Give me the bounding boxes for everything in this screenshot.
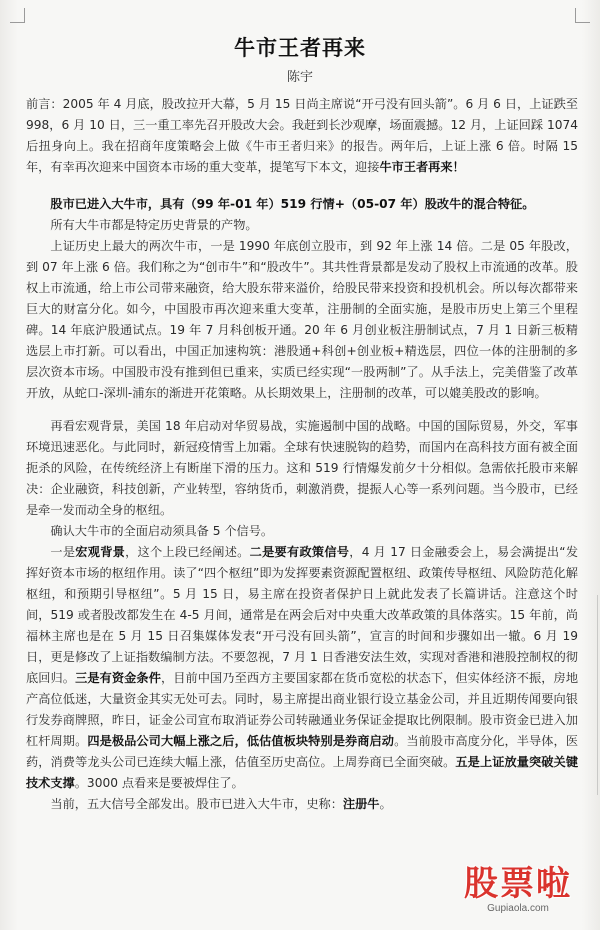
article-author: 陈宇 — [286, 70, 313, 85]
paragraph-6 — [26, 794, 578, 815]
p6-text: 当前，五大信号全部发出。股市已进入大牛市，史称： — [50, 797, 343, 811]
p5-text-4: 。当前股市高度分化，半导体，医药，消费等龙头公司已连续大幅上涨，估值至历史高位。上周券商已全面突破。 — [26, 734, 579, 769]
preface-text: 2005 年 4 月底，股改拉开大幕，5 月 15 日尚主席说“开弓没有回头箭”。6 月 6 日，上证跌至 998，6 月 10 日，三一重工率先召开股改大会。我赶到长沙观摩，场面震撼。12 月，上证回踩 1074 后扭身向上。我在招商年度策略会上做《牛市王者归来》的报告。两年后，上证上涨 6 倍。时隔 15 年，有幸再次迎来中国资本市场的重大变革，提笔写下本文，迎接 — [26, 97, 578, 174]
preface-paragraph — [26, 94, 578, 178]
section-heading: 股市已进入大牛市，具有（99 年-01 年）519 行情+（05-07 年）股改牛的混合特征。 — [50, 197, 535, 211]
paragraph-2: 上证历史上最大的两次牛市，一是 1990 年底创立股市，到 92 年上涨 14 倍。二是 05 年股改，到 07 年上涨 6 倍。我们称之为“创市牛”和“股改牛”。其共性背景都是发动了股权上市流通的改革。股权上市流通，给上市公司带来融资，给大股东带来溢价，给股民带来投资和投机机会。所以每次都带来巨大的财富分化。如今，中国股市再次迎来重大变革，注册制的全面实施，是股市历史上第三个里程碑。14 年底沪股通试点。19 年 7 月科创板开通。20 年 6 月创业板注册制试点，7 月 1 日新三板精选层上市打新。可以看出，中国正加速构筑：港股通+科创+创业板+精选层，四位一体的注册制的多层次资本市场。中国股市没有推到但已重来，实质已经实现“一股两制”了。从手法上，完美借鉴了改革开放，从蛇口-深圳-浦东的渐进开花策略。从长期效果上，注册制的改革，可以媲美股改的影响。 — [26, 239, 578, 400]
article-body — [26, 94, 578, 815]
crop-mark-top-right — [575, 8, 590, 23]
watermark-logo: 股票啦 — [464, 864, 572, 904]
p5-text-3: ，目前中国乃至西方主要国家都在货币宽松的状态下，但实体经济不振，房地产高位低迷，大量资金其实无处可去。同时，易主席提出商业银行设立基金公司，并且近期传闻要向银行发券商牌照，昨日，证金公司宣布取消证券公司转融通业务保证金提取比例限制。股市资金已进入加杠杆周期。 — [26, 671, 579, 748]
p5-lead: 一是 — [50, 545, 76, 559]
page-edge-shadow — [597, 595, 598, 795]
article-title: 牛市王者再来 — [234, 36, 366, 60]
signal-2: 二是要有政策信号 — [249, 545, 350, 559]
p5-text-1: ，这个上段已经阐述。 — [125, 545, 250, 559]
signal-4: 四是极品公司大幅上涨之后，低估值板块特别是券商启动 — [87, 734, 395, 748]
p5-text-5: 。3000 点看来是要被焊住了。 — [74, 776, 244, 790]
p5-text-2: ，4 月 17 日金融委会上，易会满提出“发挥好资本市场的枢纽作用。读了“四个枢纽”即为发挥要素资源配置枢纽、政策传导枢纽、风险防范化解枢纽，和预期引导枢纽”。5 月 15 日，易主席在投资者保护日上就此发表了长篇讲话。注意这个时间，519 或者股改都发生在 4-5 月间，通常是在两会后对中央重大改革政策的具体落实。15 年前，尚福林主席也是在 5 月 15 日召集媒体发表“开弓没有回头箭”，宣言的时间和步骤如出一辙。6 月 19 日，更是修改了上证指数编制方法。不要忽视，7 月 1 日香港安法生效，实现对香港和港股控制权的彻底回归。 — [26, 545, 579, 685]
signal-3: 三是有资金条件 — [75, 671, 161, 685]
preface-closing: 牛市王者再来！ — [379, 160, 465, 174]
preface-label: 前言： — [26, 97, 63, 111]
paragraph-4: 确认大牛市的全面启动须具备 5 个信号。 — [50, 524, 274, 538]
crop-mark-top-left — [10, 8, 25, 23]
p6-emphasis: 注册牛 — [342, 797, 380, 811]
signal-1: 宏观背景 — [75, 545, 126, 559]
paragraph-5 — [26, 542, 578, 794]
paragraph-1: 所有大牛市都是特定历史背景的产物。 — [50, 218, 258, 232]
signal-5: 五是上证放量突破关键技术支撑 — [26, 755, 579, 790]
site-watermark — [464, 866, 572, 914]
p6-end: 。 — [379, 797, 392, 811]
watermark-url: Gupiaola.com — [487, 903, 549, 914]
paragraph-3: 再看宏观背景，美国 18 年启动对华贸易战，实施遏制中国的战略。中国的国际贸易，外交，军事环境迅速恶化。与此同时，新冠疫情雪上加霜。全球有快速脱钩的趋势，而国内在高科技方面有被全面扼杀的风险，在传统经济上有断崖下滑的压力。这和 519 行情爆发前夕十分相似。急需依托股市来解决：企业融资，科技创新，产业转型，容纳货币，刺激消费，提振人心等一系列问题。当今股市，已经是牵一发而动全身的枢纽。 — [26, 419, 578, 517]
